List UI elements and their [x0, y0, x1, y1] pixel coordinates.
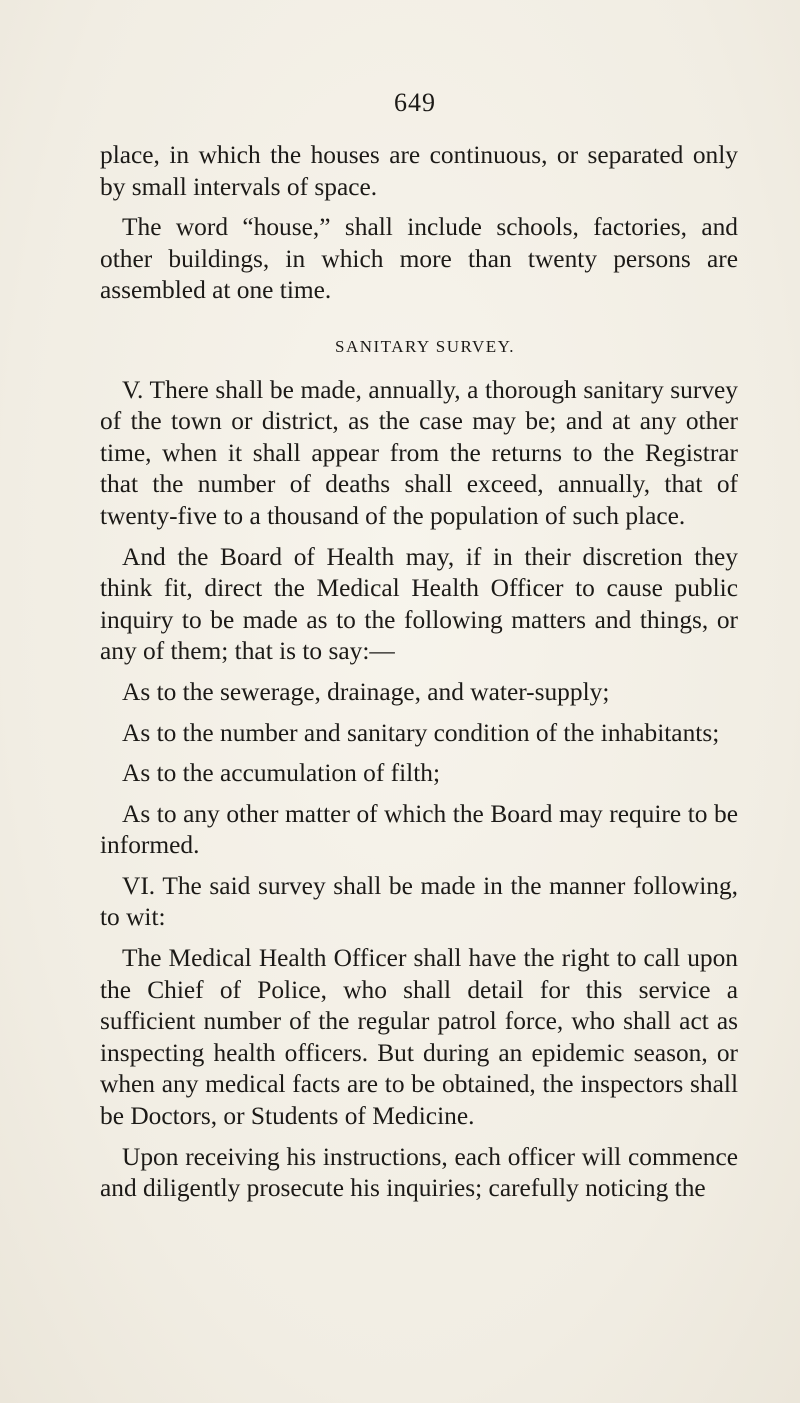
inquiry-item-filth: As to the accumulation of filth;: [122, 759, 441, 788]
paragraph-section-vi: VI. The said survey shall be made in the manner following, to wit:: [100, 871, 738, 932]
body-text: [100, 140, 738, 1205]
page-number: 649: [394, 88, 436, 117]
paragraph-section-v: V. There shall be made, annually, a thorough sanitary survey of the town or district, as the case may be; and at any other time, when it shall appear from the returns to the Registrar that the number of deaths shall exceed, annually, that of twenty-five to a thousand of the population of such place.: [100, 375, 738, 530]
section-heading: SANITARY SURVEY.: [335, 336, 515, 356]
paragraph-medical-officer: The Medical Health Officer shall have the right to call upon the Chief of Police, who shall detail for this service a sufficient number of the regular patrol force, who shall act as inspecting health officers. But during an epidemic season, or when any medical facts are to be obtained, the inspectors shall be Doctors, or Students of Medicine.: [100, 944, 738, 1131]
paragraph-board-of-health: And the Board of Health may, if in their discretion they think fit, direct the Medical Health Officer to cause public inquiry to be made as to the following matters and things, or any of them; that is to say:—: [100, 542, 738, 666]
inquiry-item-other-matter: As to any other matter of which the Board may require to be informed.: [100, 799, 738, 860]
paragraph-continuation: place, in which the houses are continuous, or separated only by small intervals of space.: [100, 141, 738, 201]
paragraph-instructions: Upon receiving his instructions, each officer will commence and diligently prosecute his inquiries; carefully noticing the: [100, 1142, 738, 1203]
inquiry-item-sewerage: As to the sewerage, drainage, and water-supply;: [122, 677, 610, 706]
inquiry-item-inhabitants: As to the number and sanitary condition of the inhabitants;: [122, 718, 720, 747]
paragraph-house-definition: The word “house,” shall include schools, factories, and other buildings, in which more than twenty persons are assembled at one time.: [100, 213, 738, 305]
